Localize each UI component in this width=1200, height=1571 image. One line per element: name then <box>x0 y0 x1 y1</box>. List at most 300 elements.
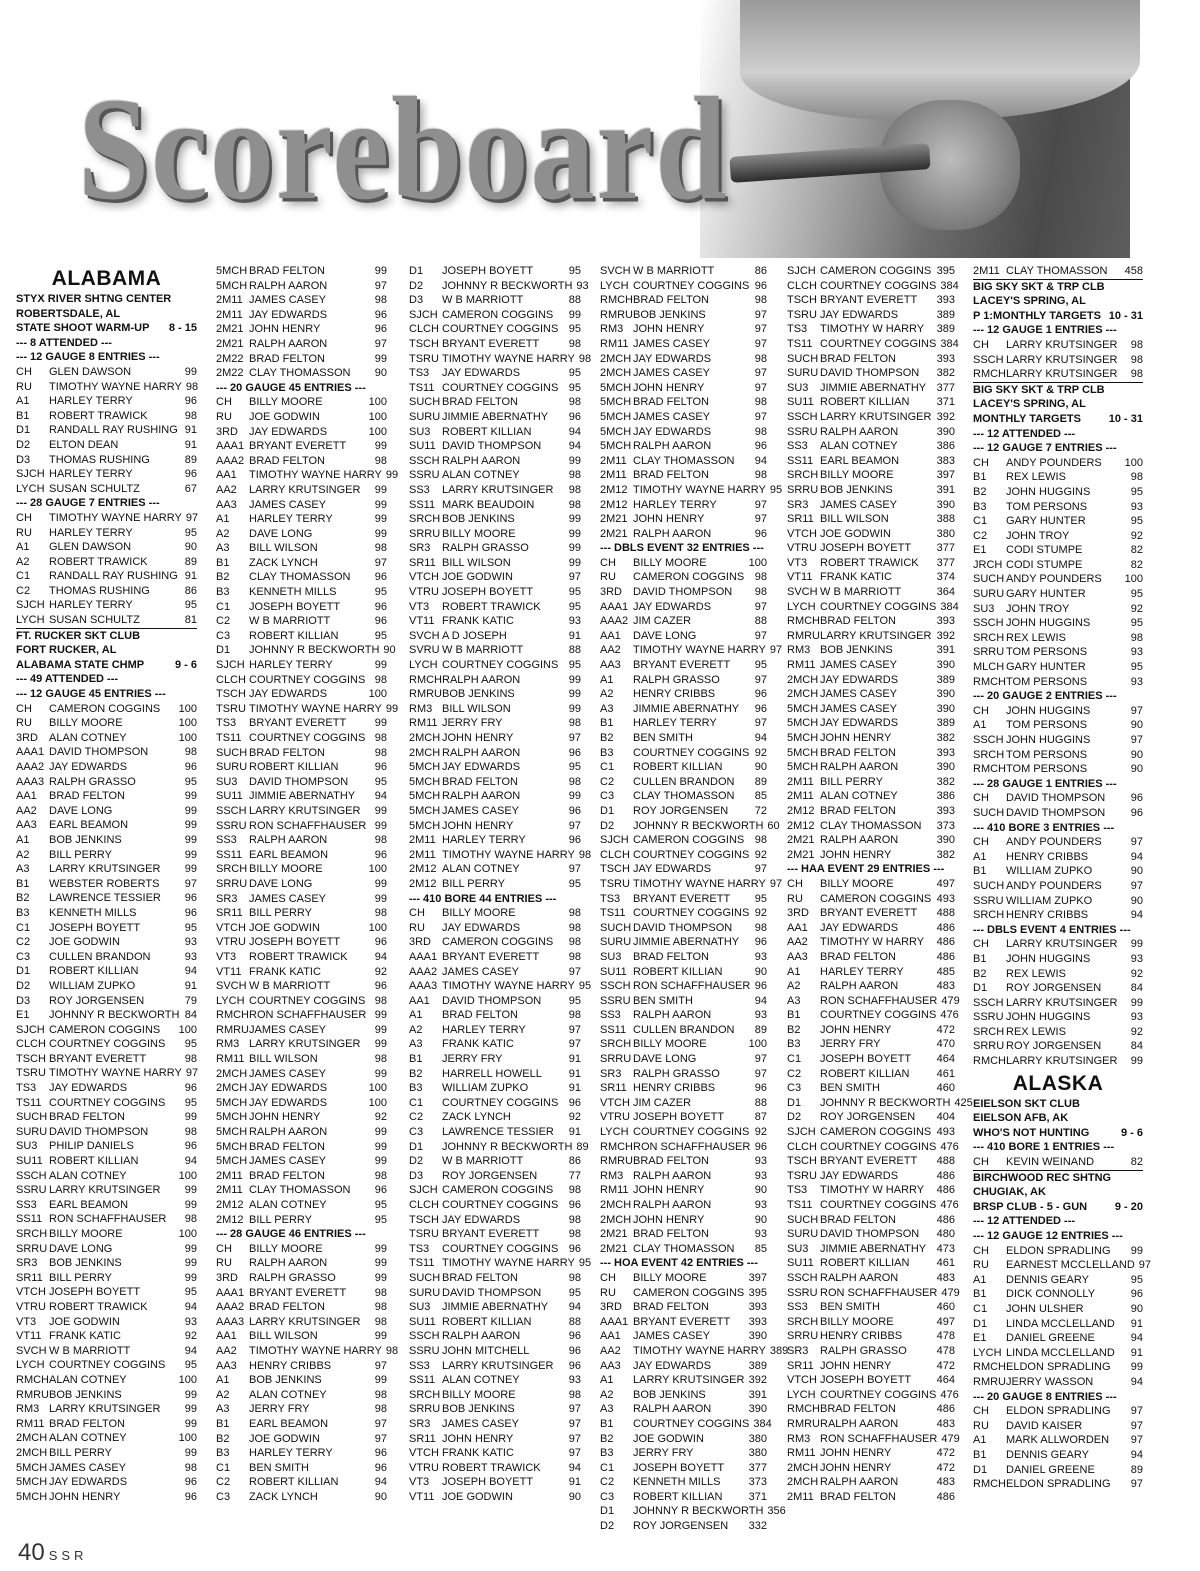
class-code: 2M22 <box>216 367 244 380</box>
score: 97 <box>374 1417 387 1430</box>
class-code: LYCH <box>16 614 45 627</box>
score-row <box>600 1023 767 1038</box>
class-code: 2M12 <box>600 483 628 496</box>
shooter-name: ROBERT KILLIAN <box>633 1490 723 1503</box>
shooter-name: JOHN HENRY <box>442 732 514 744</box>
score: 94 <box>184 1344 197 1357</box>
class-code: 2M11 <box>787 775 814 788</box>
score: 96 <box>184 1140 197 1153</box>
score: 390 <box>936 834 955 847</box>
score-row <box>787 425 955 440</box>
score-row <box>216 716 387 731</box>
shooter-name: CAMERON COGGINS <box>49 1023 161 1036</box>
class-code: 5MCH <box>409 775 441 788</box>
score-row <box>600 1067 767 1082</box>
score: 99 <box>374 1067 387 1080</box>
score-row <box>600 600 767 615</box>
class-code: 5MCH <box>16 1490 48 1503</box>
score-row <box>409 541 581 556</box>
shooter-name: JAY EDWARDS <box>820 717 899 730</box>
score: 89 <box>754 1023 767 1036</box>
class-code: 5MCH <box>216 1096 248 1109</box>
score-row <box>600 352 767 367</box>
score-row <box>409 746 581 761</box>
class-code: SSCH <box>409 454 440 467</box>
class-code: SR3 <box>16 1257 38 1270</box>
score-row <box>973 1010 1143 1025</box>
score-row <box>973 806 1143 821</box>
heading-text: BIG SKY SKT & TRP CLB <box>973 383 1105 396</box>
score: 100 <box>368 1096 387 1109</box>
score: 96 <box>374 848 387 861</box>
shooter-name: ALAN COTNEY <box>820 790 898 803</box>
score: 98 <box>578 848 592 861</box>
class-code: VT11 <box>787 571 813 584</box>
score-row <box>600 439 767 454</box>
shooter-name: KENNETH MILLS <box>49 906 137 919</box>
shooter-name: COURTNEY COGGINS <box>442 1096 559 1109</box>
shooter-name: ROBERT TRAWICK <box>49 409 148 422</box>
score: 98 <box>184 1052 197 1065</box>
shooter-name: REX LEWIS <box>1006 471 1066 484</box>
shooter-name: TOM PERSONS <box>1006 646 1088 659</box>
score-row <box>600 1271 767 1286</box>
class-code: SU11 <box>600 965 627 978</box>
score-row <box>16 1271 197 1286</box>
score: 98 <box>568 907 581 920</box>
class-code: B1 <box>973 471 987 484</box>
class-code: SR11 <box>787 513 814 526</box>
shooter-name: JAY EDWARDS <box>49 1476 128 1489</box>
score: 97 <box>185 1067 199 1080</box>
score: 480 <box>936 1228 955 1241</box>
score-row <box>409 1096 581 1111</box>
score: 88 <box>568 294 581 307</box>
score: 493 <box>936 892 955 905</box>
shooter-name: JOHN HENRY <box>820 1359 892 1372</box>
class-code: RMCH <box>216 1009 249 1022</box>
score-row <box>216 454 387 469</box>
shooter-name: JAMES CASEY <box>249 294 327 307</box>
score: 98 <box>578 352 592 365</box>
score: 90 <box>1130 719 1143 732</box>
shooter-name: RALPH AARON <box>820 761 899 774</box>
score: 94 <box>1130 1375 1143 1388</box>
score: 95 <box>184 1359 197 1372</box>
score: 99 <box>374 1271 387 1284</box>
class-code: C3 <box>409 1126 424 1139</box>
score: 94 <box>374 790 387 803</box>
shooter-name: ALAN COTNEY <box>49 1169 127 1182</box>
score-row <box>787 731 955 746</box>
score-row <box>600 512 767 527</box>
score-row <box>216 1052 387 1067</box>
shooter-name: RALPH AARON <box>820 1271 899 1284</box>
shooter-name: BILL PERRY <box>49 1446 112 1459</box>
score: 90 <box>1130 865 1143 878</box>
shooter-name: HARLEY TERRY <box>49 526 133 539</box>
score: 486 <box>936 1184 955 1197</box>
class-code: CH <box>973 792 989 805</box>
shooter-name: W B MARRIOTT <box>249 615 331 628</box>
score: 95 <box>184 1096 197 1109</box>
score-row <box>409 877 581 892</box>
class-code: SU11 <box>216 790 243 803</box>
score-row <box>600 746 767 761</box>
score-row <box>409 1417 581 1432</box>
score: 93 <box>568 615 581 628</box>
shooter-name: RALPH GRASSO <box>249 1271 336 1284</box>
class-code: SRCH <box>16 1228 48 1240</box>
score-row <box>409 264 581 279</box>
score-row <box>787 760 955 775</box>
class-code: E1 <box>973 544 987 557</box>
score: 95 <box>184 1038 197 1051</box>
shooter-name: ELDON SPRADLING <box>1006 1244 1111 1257</box>
score-row <box>600 425 767 440</box>
class-code: B1 <box>216 556 230 569</box>
shooter-name: JOE GODWIN <box>442 571 513 584</box>
class-code: AAA1 <box>216 1286 245 1299</box>
class-code: SS3 <box>787 1301 808 1314</box>
class-code: A2 <box>16 555 30 568</box>
class-code: SSRU <box>973 894 1004 907</box>
score-row <box>16 833 197 848</box>
score-row <box>973 1244 1143 1259</box>
score-row <box>409 498 581 513</box>
score: 93 <box>754 1169 767 1182</box>
shooter-name: LINDA MCCLELLAND <box>1006 1317 1115 1330</box>
score-row <box>409 833 581 848</box>
shooter-name: JOHN HENRY <box>442 1432 514 1445</box>
class-code: SSRU <box>409 1344 440 1357</box>
score-row <box>600 1402 767 1417</box>
class-code: A2 <box>16 848 30 861</box>
shooter-name: LARRY KRUTSINGER <box>442 1359 554 1372</box>
heading-text: --- 8 ATTENDED --- <box>16 336 112 349</box>
score: 100 <box>748 556 767 569</box>
score-row <box>973 1375 1143 1390</box>
class-code: SS11 <box>600 1023 627 1036</box>
score: 97 <box>568 863 581 876</box>
class-code: SUCH <box>409 1271 441 1284</box>
score: 99 <box>374 892 387 905</box>
score: 91 <box>568 1053 581 1066</box>
score: 98 <box>568 921 581 934</box>
class-code: SR11 <box>787 1359 814 1372</box>
shooter-name: BILL WILSON <box>249 1053 318 1066</box>
shooter-name: DAVE LONG <box>49 804 113 817</box>
shooter-name: GARY HUNTER <box>1006 661 1086 674</box>
class-code: SU3 <box>409 1301 431 1314</box>
class-code: SUCH <box>409 396 441 409</box>
heading-text: P 1:MONTHLY TARGETS <box>973 309 1101 322</box>
shooter-name: JOHNNY R BECKWORTH <box>633 1505 764 1518</box>
shooter-name: ROBERT TRAWICK <box>49 1300 148 1313</box>
score: 486 <box>936 936 955 949</box>
score: 99 <box>374 1330 387 1343</box>
score-row <box>409 600 581 615</box>
class-code: SRCH <box>600 1038 632 1051</box>
shooter-name: BRYANT EVERETT <box>442 950 540 963</box>
class-code: SJCH <box>216 659 245 672</box>
shooter-name: BRAD FELTON <box>820 615 896 628</box>
score: 77 <box>568 1169 581 1182</box>
score-row <box>409 1300 581 1315</box>
score: 397 <box>936 469 955 482</box>
score-row <box>216 1242 387 1257</box>
heading-text: --- DBLS EVENT 4 ENTRIES --- <box>973 923 1131 936</box>
shooter-name: COURTNEY COGGINS <box>820 1140 937 1153</box>
shooter-name: JAY EDWARDS <box>820 1169 899 1182</box>
score: 91 <box>1130 1317 1143 1330</box>
score-row <box>16 818 197 833</box>
class-code: SRCH <box>973 748 1005 761</box>
score-row <box>16 804 197 819</box>
class-code: SU11 <box>409 440 436 453</box>
class-code: AA3 <box>600 659 621 672</box>
shooter-name: JOE GODWIN <box>633 1432 704 1445</box>
class-code: LYCH <box>16 1359 45 1372</box>
shooter-name: JOHN HENRY <box>249 323 321 336</box>
shooter-name: BOB JENKINS <box>820 483 893 496</box>
score-row <box>409 527 581 542</box>
class-code: 2M11 <box>409 834 436 847</box>
shooter-name: HENRY CRIBBS <box>249 1359 332 1372</box>
score: 384 <box>753 1417 772 1430</box>
score-row <box>787 746 955 761</box>
shooter-name: COURTNEY COGGINS <box>442 659 559 672</box>
shooter-name: LARRY KRUTSINGER <box>249 1315 361 1328</box>
shooter-name: COURTNEY COGGINS <box>820 1009 937 1022</box>
shooter-name: HARLEY TERRY <box>249 513 333 526</box>
shooter-name: EARL BEAMON <box>249 848 329 861</box>
class-code: SS3 <box>409 1359 430 1372</box>
class-code: 2MCH <box>787 673 819 686</box>
score: 97 <box>754 1067 767 1080</box>
score: 97 <box>1130 836 1143 849</box>
score-row <box>787 600 959 615</box>
score-row <box>600 556 767 571</box>
shooter-name: BRAD FELTON <box>249 746 325 759</box>
shooter-name: TIMOTHY WAYNE HARRY <box>442 352 575 365</box>
score-row <box>216 789 387 804</box>
score-row <box>787 614 955 629</box>
score: 99 <box>568 688 581 701</box>
score-row <box>409 337 581 352</box>
score-row <box>787 965 955 980</box>
score-row <box>216 702 399 717</box>
shooter-name: BILL WILSON <box>249 542 318 555</box>
score-row <box>409 570 581 585</box>
score: 97 <box>374 337 387 350</box>
class-code: D2 <box>787 1111 802 1124</box>
class-code: 5MCH <box>600 381 632 394</box>
shooter-name: BILLY MOORE <box>820 1315 894 1328</box>
shooter-name: JIMMIE ABERNATHY <box>249 790 356 803</box>
shooter-name: HARLEY TERRY <box>820 965 904 978</box>
class-code: RU <box>787 892 803 905</box>
shooter-name: REX LEWIS <box>1006 631 1066 644</box>
score-row <box>600 1286 767 1301</box>
score-row <box>409 366 581 381</box>
shooter-name: DAVE LONG <box>249 877 313 890</box>
class-code: A1 <box>973 719 987 732</box>
class-code: MLCH <box>973 661 1005 674</box>
score-row <box>16 1154 197 1169</box>
shooter-name: LAWRENCE TESSIER <box>442 1126 554 1139</box>
class-code: VTCH <box>787 527 817 540</box>
score-row <box>16 569 197 584</box>
score: 97 <box>754 498 767 511</box>
score-row <box>973 1302 1143 1317</box>
class-code: TS3 <box>409 1242 430 1255</box>
score-row <box>216 1373 387 1388</box>
class-code: SSCH <box>973 996 1004 1009</box>
score-row <box>16 1490 197 1505</box>
score-row <box>216 614 387 629</box>
class-code: TS3 <box>600 892 621 905</box>
class-code: VTRU <box>16 1300 46 1313</box>
class-code: 2M11 <box>216 294 243 307</box>
score: 92 <box>568 1111 581 1124</box>
shooter-name: ZACK LYNCH <box>249 1490 318 1503</box>
score: 96 <box>1130 806 1143 819</box>
shooter-name: HARLEY TERRY <box>49 599 133 612</box>
class-code: VTCH <box>409 1447 439 1460</box>
shooter-name: ALAN COTNEY <box>49 731 127 744</box>
class-code: SS3 <box>16 1198 37 1211</box>
score: 383 <box>936 454 955 467</box>
score-row <box>787 1198 959 1213</box>
score: 99 <box>184 833 197 846</box>
score-row <box>216 585 387 600</box>
score: 97 <box>568 1038 581 1051</box>
shooter-name: JIMMIE ABERNATHY <box>633 936 740 949</box>
score: 99 <box>374 1155 387 1168</box>
score-row <box>973 1448 1143 1463</box>
class-code: SU3 <box>409 425 431 438</box>
shooter-name: BRYANT EVERETT <box>820 907 918 920</box>
score-row <box>973 748 1143 763</box>
shooter-name: ROBERT TRAWICK <box>49 555 148 568</box>
score-row <box>600 322 767 337</box>
score-row <box>216 1315 387 1330</box>
score: 96 <box>184 468 197 481</box>
class-code: SS3 <box>787 440 808 453</box>
shooter-name: TIMOTHY WAYNE HARRY <box>49 1067 182 1080</box>
score-row <box>16 1183 197 1198</box>
score: 99 <box>184 1184 197 1197</box>
score-row <box>409 643 581 658</box>
shooter-name: COURTNEY COGGINS <box>820 337 937 350</box>
shooter-name: BEN SMITH <box>820 1301 880 1314</box>
shooter-name: JIMMIE ABERNATHY <box>442 1301 549 1314</box>
score: 483 <box>936 1417 955 1430</box>
class-code: SRRU <box>600 1053 632 1066</box>
class-code: SS3 <box>216 834 237 847</box>
class-code: SRRU <box>216 877 248 890</box>
class-code: AAA2 <box>600 615 629 628</box>
score-row <box>787 1067 955 1082</box>
class-code: AAA1 <box>16 746 45 759</box>
score-row <box>600 833 767 848</box>
score: 95 <box>184 526 197 539</box>
class-code: RU <box>16 380 32 393</box>
heading-text: WHO'S NOT HUNTING <box>973 1126 1090 1139</box>
shooter-name: RALPH AARON <box>820 980 899 993</box>
shooter-name: KENNETH MILLS <box>633 1476 721 1489</box>
score: 98 <box>1130 368 1143 381</box>
class-code: D1 <box>973 982 988 995</box>
class-code: RMCH <box>16 1373 49 1386</box>
score: 99 <box>568 542 581 555</box>
class-code: E1 <box>973 1332 987 1345</box>
shooter-name: BILLY MOORE <box>633 1271 707 1284</box>
shooter-name: HARLEY TERRY <box>442 1023 526 1036</box>
shooter-name: BRAD FELTON <box>633 1301 709 1314</box>
score: 94 <box>1130 909 1143 922</box>
class-code: RMCH <box>973 368 1006 381</box>
shooter-name: JOSEPH BOYETT <box>442 586 534 599</box>
shooter-name: BRAD FELTON <box>49 1111 125 1124</box>
shooter-name: RON SCHAFFHAUSER <box>633 980 751 993</box>
score: 98 <box>568 498 581 511</box>
score: 99 <box>184 1446 197 1459</box>
score-row <box>16 891 197 906</box>
shooter-name: TOM PERSONS <box>1006 719 1088 732</box>
class-code: TSCH <box>16 1052 46 1065</box>
score: 99 <box>374 440 387 453</box>
shooter-name: HENRY CRIBBS <box>820 1330 903 1343</box>
class-code: A3 <box>600 702 614 715</box>
class-code: 2MCH <box>216 1067 248 1080</box>
class-code: 2MCH <box>16 1446 48 1459</box>
score-row <box>16 848 197 863</box>
score: 95 <box>184 1286 197 1299</box>
score-row <box>600 1461 767 1476</box>
class-code: SJCH <box>787 1126 816 1139</box>
class-code: 5MCH <box>216 1126 248 1139</box>
score: 100 <box>178 731 197 744</box>
shooter-name: JOHN TROY <box>1006 602 1070 615</box>
class-code: CH <box>973 704 989 717</box>
shooter-name: BRAD FELTON <box>249 1169 325 1182</box>
score-row <box>973 514 1143 529</box>
shooter-name: LARRY KRUTSINGER <box>49 863 161 876</box>
class-code: VTRU <box>600 1111 630 1124</box>
shooter-name: TIMOTHY WAYNE HARRY <box>633 877 766 890</box>
score-row <box>16 482 197 497</box>
class-code: B1 <box>600 717 614 730</box>
score-row <box>409 483 581 498</box>
shooter-name: WILLIAM ZUPKO <box>442 1082 529 1095</box>
class-code: SRRU <box>16 1242 48 1255</box>
score-row <box>973 1346 1143 1361</box>
score: 95 <box>769 483 783 496</box>
score-row <box>409 308 581 323</box>
class-code: CH <box>600 556 616 569</box>
heading-text: FORT RUCKER, AL <box>16 644 117 657</box>
event-heading <box>16 496 197 511</box>
heading-text: --- 20 GAUGE 45 ENTRIES --- <box>216 381 366 394</box>
score: 486 <box>936 921 955 934</box>
class-code: TSRU <box>787 1169 817 1182</box>
score: 99 <box>374 1257 387 1270</box>
score-row <box>787 352 955 367</box>
event-heading <box>16 336 197 351</box>
score-row <box>600 293 767 308</box>
